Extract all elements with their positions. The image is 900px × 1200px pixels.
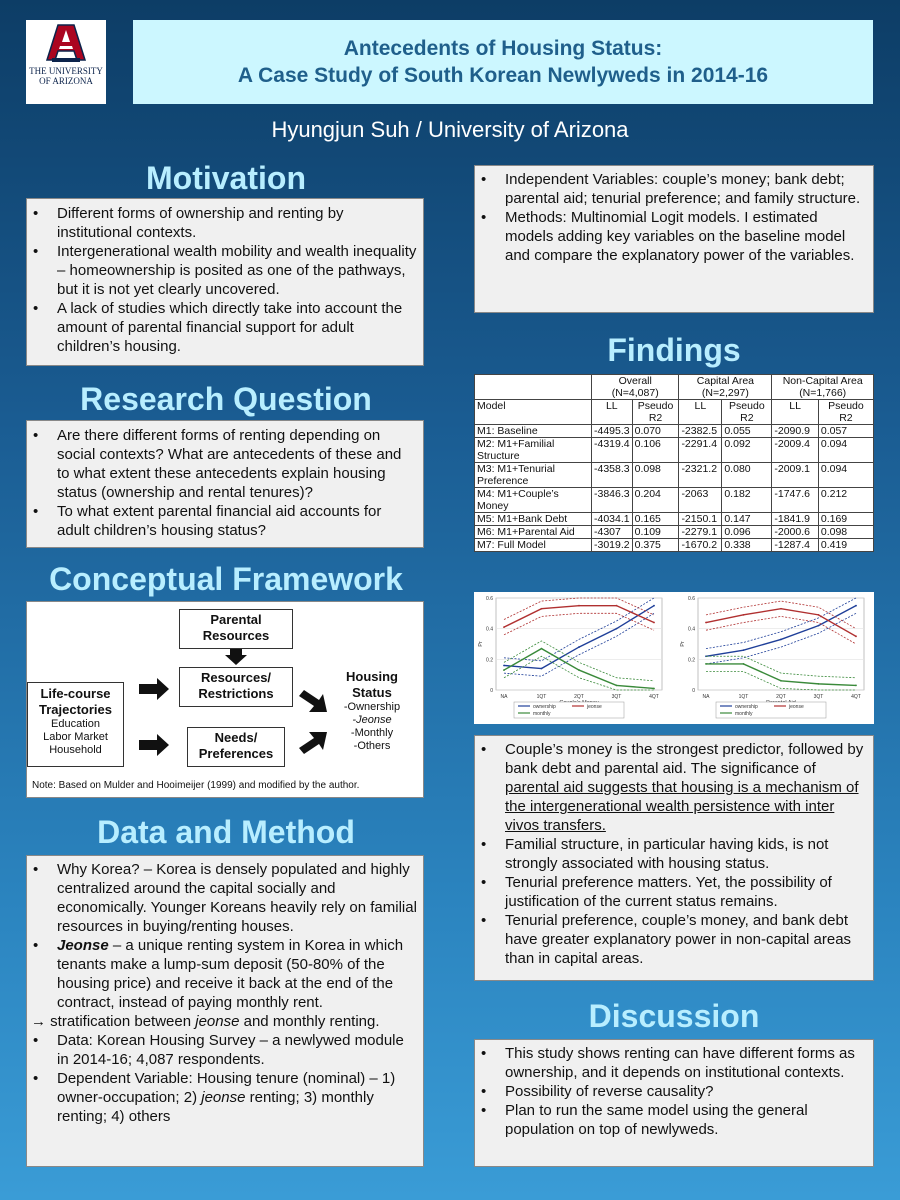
x-tick-label: 2QT bbox=[776, 694, 786, 700]
table-cell-model: M7: Full Model bbox=[475, 539, 592, 552]
table-model-header: Model bbox=[475, 400, 592, 425]
table-cell-value: 0.169 bbox=[818, 513, 873, 526]
table-cell-value: 0.165 bbox=[632, 513, 679, 526]
legend-label: monthly bbox=[735, 711, 753, 717]
couples-money-chart bbox=[474, 592, 672, 724]
legend-label: monthly bbox=[533, 711, 551, 717]
table-group-header: Overall (N=4,087) bbox=[592, 375, 679, 400]
data-point-jeonse bbox=[616, 605, 618, 607]
y-tick-label: 0 bbox=[490, 688, 493, 694]
table-cell-model: M3: M1+Tenurial Preference bbox=[475, 463, 592, 488]
jeonse-term: Jeonse bbox=[57, 937, 109, 954]
data-point-ownership bbox=[855, 605, 857, 607]
data-method-heading: Data and Method bbox=[97, 814, 355, 850]
y-tick-label: 0.4 bbox=[486, 626, 493, 633]
framework-note: Note: Based on Mulder and Hooimeijer (1999) and modified by the author. bbox=[32, 780, 360, 791]
table-cell-model: M6: M1+Parental Aid bbox=[475, 526, 592, 539]
y-axis-label: Pr bbox=[478, 641, 484, 647]
data-point-ownership bbox=[541, 668, 543, 670]
discussion-item: • This study shows renting can have different forms as ownership, and it depends on institutional contexts. bbox=[503, 1044, 869, 1082]
table-cell-model: M5: M1+Bank Debt bbox=[475, 513, 592, 526]
findings-table: Overall (N=4,087) Capital Area (N=2,297) Non-Capital Area (N=1,766) Model LL Pseudo R2 LL Pseudo R2 LL Pseudo R2 M1: Baseline -4495.3 0.070 -2382.5 0.055 -2090.9 0.057 M2: M1+Familial Structure -4319.4 0.106 -2291.4 0.092 -2009.4 0.094 M3: M1+Tenurial Preference -4358.3 0.098 -2321.2 0.080 -2009.1 0.094 M4: M1+Couple’s Money -3846.3 0.204 -2063 0.182 -1747.6 0.212 M5: M1+Bank Debt -4034.1 0.165 -2150.1 0.147 -1841.9 0.169 M6: M1+Parental Aid -4307 0.109 -2279.1 0.096 -2000.6 0.098 M7: Full Model -3019.2 0.375 -1670.2 0.338 -1287.4 0.419 bbox=[474, 374, 874, 552]
motivation-item: • Different forms of ownership and renting by institutional contexts. bbox=[55, 204, 417, 242]
table-cell-value: -2063 bbox=[679, 488, 722, 513]
table-cell-value: 0.094 bbox=[818, 438, 873, 463]
findings-heading: Findings bbox=[607, 332, 741, 368]
table-cell-value: -2090.9 bbox=[772, 425, 819, 438]
housing-status-box bbox=[332, 667, 412, 764]
table-cell-value: 0.419 bbox=[818, 539, 873, 552]
y-tick-label: 0.6 bbox=[688, 596, 695, 602]
legend-box bbox=[514, 702, 624, 718]
conceptual-framework-diagram bbox=[26, 601, 424, 798]
housing-status-item: -Others bbox=[353, 740, 391, 752]
legend-label: jeonse bbox=[587, 704, 602, 710]
table-cell-value: 0.098 bbox=[818, 526, 873, 539]
down-arrow-icon bbox=[225, 649, 247, 665]
y-tick-label: 0.4 bbox=[688, 626, 695, 633]
data-point-jeonse bbox=[503, 626, 505, 628]
table-row bbox=[475, 526, 874, 539]
table-cell-value: -2009.1 bbox=[772, 463, 819, 488]
x-tick-label: 1QT bbox=[536, 694, 547, 700]
parental-resources-box: Parental Resources bbox=[179, 609, 293, 649]
life-course-item: Education bbox=[51, 718, 100, 730]
poster-title-box bbox=[133, 20, 873, 104]
poster-title-line1: Antecedents of Housing Status: bbox=[343, 37, 663, 60]
x-tick-label: 4QT bbox=[851, 694, 861, 700]
table-row bbox=[475, 539, 874, 552]
table-cell-value: -1841.9 bbox=[772, 513, 819, 526]
findings-item: • Tenurial preference, couple’s money, and bank debt have greater explanatory power in non-capital areas than in capital areas. bbox=[503, 911, 869, 968]
table-cell-value: -2382.5 bbox=[679, 425, 722, 438]
parental-aid-chart bbox=[676, 592, 874, 724]
table-cell-value: -1670.2 bbox=[679, 539, 722, 552]
data-method-item: • Data: Korean Housing Survey – a newlywed module in 2014-16; 4,087 respondents. bbox=[55, 1031, 419, 1069]
data-point-monthly bbox=[743, 663, 745, 665]
logo-text-line2: OF ARIZONA bbox=[39, 76, 93, 86]
university-a-logo-icon bbox=[46, 24, 86, 64]
table-cell-value: 0.338 bbox=[722, 539, 772, 552]
discussion-item: • Possibility of reverse causality? bbox=[503, 1082, 869, 1101]
housing-status-item: -Monthly bbox=[350, 727, 394, 739]
diagonal-up-arrow-icon bbox=[299, 730, 327, 754]
diagonal-down-arrow-icon bbox=[299, 690, 327, 714]
data-method-item bbox=[55, 936, 419, 1012]
methods-item: • Independent Variables: couple’s money; bank debt; parental aid; tenurial preference; and family structure. bbox=[503, 170, 869, 208]
conceptual-framework-heading: Conceptual Framework bbox=[49, 561, 403, 597]
x-tick-label: 3QT bbox=[813, 694, 824, 700]
life-course-item: Labor Market bbox=[43, 731, 108, 743]
data-point-jeonse bbox=[653, 622, 655, 624]
data-point-monthly bbox=[855, 685, 857, 687]
data-method-item: • Why Korea? – Korea is densely populated and highly centralized around the capital socially and economically. Younger Koreans heavily rely on familial resources in buying/renting houses. bbox=[55, 860, 419, 936]
table-cell-value: 0.055 bbox=[722, 425, 772, 438]
table-cell-value: -4034.1 bbox=[592, 513, 633, 526]
discussion-heading: Discussion bbox=[588, 998, 760, 1034]
life-course-title: Life-course Trajectories bbox=[39, 686, 112, 717]
table-row bbox=[475, 463, 874, 488]
table-cell-value: -2150.1 bbox=[679, 513, 722, 526]
table-group-header: Capital Area (N=2,297) bbox=[679, 375, 772, 400]
resources-restrictions-box: Resources/ Restrictions bbox=[179, 667, 293, 707]
y-tick-label: 0.2 bbox=[486, 657, 493, 664]
x-tick-label: 2QT bbox=[574, 694, 584, 700]
data-point-ownership bbox=[503, 665, 505, 667]
table-cell-value: -4307 bbox=[592, 526, 633, 539]
data-point-ownership bbox=[743, 649, 745, 651]
table-cell-value: 0.204 bbox=[632, 488, 679, 513]
jeonse-definition: – a unique renting system in Korea in which tenants make a lump-sum deposit (50-80% of the housing price) and receive it back at the end of the contract, instead of paying monthly rent. bbox=[57, 937, 404, 1011]
x-tick-label: NA bbox=[702, 694, 710, 700]
research-question-item: • Are there different forms of renting depending on social contexts? What are antecedents of these and to what extent these antecedents explain housing status (ownership and rental tenures)? bbox=[55, 426, 417, 502]
plot-area bbox=[496, 598, 662, 690]
stratification-line: → stratification between jeonse and monthly renting. bbox=[31, 1013, 380, 1030]
housing-status-title: Housing Status bbox=[346, 669, 398, 700]
data-point-ownership bbox=[578, 646, 580, 648]
findings-item: • Couple’s money is the strongest predictor, followed by bank debt and parental aid. The significance of parental aid suggests that housing is a mechanism of the intergenerational wealth persistence with inter vivos transfers. bbox=[503, 740, 869, 835]
legend-box bbox=[716, 702, 826, 718]
data-method-box bbox=[26, 855, 424, 1167]
research-question-heading: Research Question bbox=[80, 381, 372, 417]
x-tick-label: NA bbox=[500, 694, 508, 700]
life-course-box bbox=[27, 682, 124, 767]
table-cell-value: 0.057 bbox=[818, 425, 873, 438]
data-point-monthly bbox=[780, 680, 782, 682]
table-cell-value: 0.096 bbox=[722, 526, 772, 539]
table-cell-value: -2321.2 bbox=[679, 463, 722, 488]
table-cell-value: -2009.4 bbox=[772, 438, 819, 463]
table-cell-value: 0.092 bbox=[722, 438, 772, 463]
discussion-item: • Plan to run the same model using the general population on top of newlyweds. bbox=[503, 1101, 869, 1139]
table-cell-value: 0.106 bbox=[632, 438, 679, 463]
legend-label: ownership bbox=[735, 704, 758, 710]
motivation-heading: Motivation bbox=[146, 160, 306, 196]
table-cell-value: -4495.3 bbox=[592, 425, 633, 438]
methods-item: • Methods: Multinomial Logit models. I estimated models adding key variables on the baseline model and compare the explanatory power of the variables. bbox=[503, 208, 869, 265]
data-point-ownership bbox=[653, 605, 655, 607]
university-logo bbox=[26, 20, 106, 104]
data-point-jeonse bbox=[855, 635, 857, 637]
table-row bbox=[475, 438, 874, 463]
findings-item: • Familial structure, in particular having kids, is not strongly associated with housing status. bbox=[503, 835, 869, 873]
data-point-ownership bbox=[780, 639, 782, 641]
findings-charts bbox=[474, 592, 874, 724]
y-tick-label: 0.2 bbox=[688, 657, 695, 664]
data-point-jeonse bbox=[578, 605, 580, 607]
right-arrow-icon bbox=[139, 734, 169, 756]
table-cell-value: 0.080 bbox=[722, 463, 772, 488]
data-point-monthly bbox=[818, 683, 820, 685]
y-tick-label: 0.6 bbox=[486, 596, 493, 602]
data-point-ownership bbox=[818, 625, 820, 627]
data-point-monthly bbox=[541, 648, 543, 650]
table-cell-value: -2279.1 bbox=[679, 526, 722, 539]
needs-preferences-box: Needs/ Preferences bbox=[187, 727, 285, 767]
discussion-box bbox=[474, 1039, 874, 1167]
plot-area bbox=[698, 598, 864, 690]
poster-title-line2: A Case Study of South Korean Newlyweds in 2014-16 bbox=[237, 64, 769, 87]
table-cell-value: 0.098 bbox=[632, 463, 679, 488]
table-cell-value: 0.182 bbox=[722, 488, 772, 513]
table-cell-value: -3846.3 bbox=[592, 488, 633, 513]
table-cell-value: -4319.4 bbox=[592, 438, 633, 463]
legend-label: jeonse bbox=[789, 704, 804, 710]
table-cell-model: M1: Baseline bbox=[475, 425, 592, 438]
methods-box bbox=[474, 165, 874, 313]
findings-item: • Tenurial preference matters. Yet, the possibility of justification of the current status remains. bbox=[503, 873, 869, 911]
table-cell-value: 0.094 bbox=[818, 463, 873, 488]
data-point-jeonse bbox=[743, 614, 745, 616]
data-point-monthly bbox=[616, 685, 618, 687]
table-cell-value: 0.147 bbox=[722, 513, 772, 526]
data-point-monthly bbox=[578, 669, 580, 671]
data-point-monthly bbox=[705, 663, 707, 665]
data-point-jeonse bbox=[780, 608, 782, 610]
table-cell-value: -2291.4 bbox=[679, 438, 722, 463]
table-cell-value: 0.375 bbox=[632, 539, 679, 552]
right-arrow-icon bbox=[139, 678, 169, 700]
life-course-item: Household bbox=[49, 744, 102, 756]
logo-text-line1: THE UNIVERSITY bbox=[29, 66, 103, 76]
table-row bbox=[475, 488, 874, 513]
data-method-item: • Dependent Variable: Housing tenure (nominal) – 1) owner-occupation; 2) jeonse renting; 3) monthly renting; 4) others bbox=[55, 1069, 419, 1126]
table-cell-value: -1287.4 bbox=[772, 539, 819, 552]
motivation-item: • Intergenerational wealth mobility and wealth inequality – homeownership is posited as one of the pathways, but it is not yet clearly uncovered. bbox=[55, 242, 417, 299]
motivation-box bbox=[26, 198, 424, 366]
x-tick-label: 3QT bbox=[611, 694, 622, 700]
data-point-jeonse bbox=[705, 622, 707, 624]
table-cell-value: -2000.6 bbox=[772, 526, 819, 539]
housing-status-item: -Jeonse bbox=[352, 714, 392, 726]
table-group-header: Non-Capital Area (N=1,766) bbox=[772, 375, 874, 400]
table-cell-value: 0.212 bbox=[818, 488, 873, 513]
table-cell-value: 0.109 bbox=[632, 526, 679, 539]
research-question-box bbox=[26, 420, 424, 548]
research-question-item: • To what extent parental financial aid accounts for adult children’s housing status? bbox=[55, 502, 417, 540]
y-axis-label: Pr bbox=[680, 641, 686, 647]
findings-text-box bbox=[474, 735, 874, 981]
findings-table-wrap bbox=[474, 374, 874, 552]
x-tick-label: 1QT bbox=[738, 694, 749, 700]
motivation-item: • A lack of studies which directly take into account the amount of parental financial support for adult children’s housing. bbox=[55, 299, 417, 356]
x-tick-label: 4QT bbox=[649, 694, 659, 700]
data-point-jeonse bbox=[818, 614, 820, 616]
y-tick-label: 0 bbox=[692, 688, 695, 694]
table-cell-model: M4: M1+Couple’s Money bbox=[475, 488, 592, 513]
housing-status-item: -Ownership bbox=[343, 701, 401, 713]
data-point-monthly bbox=[653, 688, 655, 690]
table-row bbox=[475, 425, 874, 438]
legend-label: ownership bbox=[533, 704, 556, 710]
data-point-monthly bbox=[503, 669, 505, 671]
table-cell-value: 0.070 bbox=[632, 425, 679, 438]
author-line: Hyungjun Suh / University of Arizona bbox=[271, 117, 629, 142]
table-cell-value: -1747.6 bbox=[772, 488, 819, 513]
table-cell-model: M2: M1+Familial Structure bbox=[475, 438, 592, 463]
data-point-jeonse bbox=[541, 608, 543, 610]
table-cell-value: -4358.3 bbox=[592, 463, 633, 488]
table-cell-value: -3019.2 bbox=[592, 539, 633, 552]
table-row bbox=[475, 513, 874, 526]
data-point-ownership bbox=[616, 628, 618, 630]
parental-aid-underlined: parental aid suggests that housing is a mechanism of the intergenerational wealth persistence with inter vivos transfers. bbox=[505, 779, 859, 834]
